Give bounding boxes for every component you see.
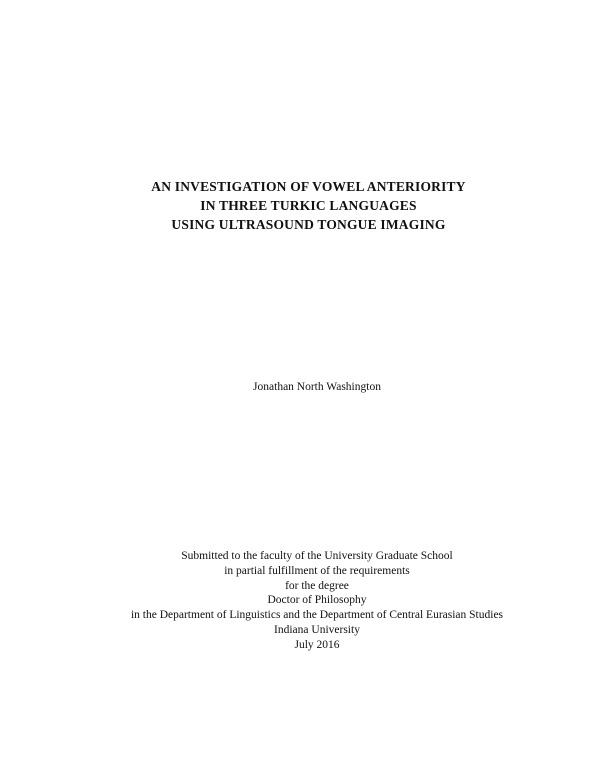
submission-date: July 2016 (294, 638, 340, 651)
submission-line: Submitted to the faculty of the University Graduate School (181, 550, 453, 562)
author-name: Jonathan North Washington (253, 381, 381, 393)
degree-name: Doctor of Philosophy (267, 594, 367, 607)
title-line: AN INVESTIGATION OF VOWEL ANTERIORITY (151, 179, 466, 194)
title-line: IN THREE TURKIC LANGUAGES (200, 198, 417, 213)
title-line: USING ULTRASOUND TONGUE IMAGING (171, 217, 446, 232)
submission-line: for the degree (285, 579, 349, 592)
submission-statement (0, 549, 600, 653)
submission-line: in partial fulfillment of the requirements (224, 564, 410, 577)
university-name: Indiana University (274, 623, 360, 636)
dissertation-title (0, 177, 600, 234)
department-line: in the Department of Linguistics and the Department of Central Eurasian Studies (130, 609, 504, 622)
